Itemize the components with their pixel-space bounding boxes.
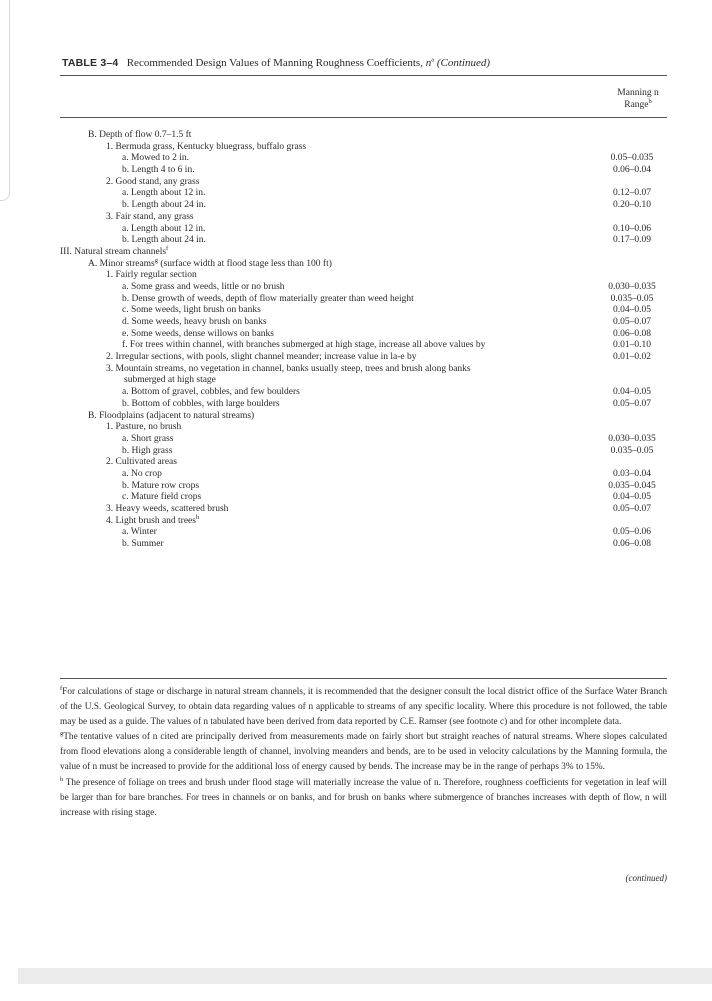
row-label: b. Length about 24 in. [122, 235, 206, 246]
footnote [60, 730, 667, 775]
table-row [60, 235, 667, 247]
header-sup: b [648, 97, 652, 105]
row-value: 0.06–0.08 [613, 328, 651, 339]
table-row [60, 352, 667, 364]
table-row [60, 244, 667, 259]
table-row [60, 411, 667, 423]
footnote [60, 685, 667, 730]
row-label: B. Floodplains (adjacent to natural streams) [88, 410, 255, 421]
table-title [62, 57, 490, 69]
row-label: 3. Mountain streams, no vegetation in channel, banks usually steep, trees and brush along banks [106, 363, 471, 374]
table-row [60, 305, 667, 317]
row-value: 0.01–0.10 [613, 340, 651, 351]
row-label: a. Some grass and weeds, little or no brush [122, 281, 285, 292]
table-row [60, 527, 667, 539]
row-label: b. High grass [122, 445, 173, 456]
table-row [60, 256, 667, 271]
table-row [60, 142, 667, 154]
row-label: b. Bottom of cobbles, with large boulders [122, 398, 280, 409]
bottom-rule [60, 678, 667, 679]
row-label: a. Length about 12 in. [122, 223, 206, 234]
row-label: a. Short grass [122, 433, 174, 444]
table-row [60, 329, 667, 341]
row-label: A. Minor streams$^g$ (surface width at flood stage less than 100 ft) [88, 256, 332, 269]
row-label: B. Depth of flow 0.7–1.5 ft [88, 130, 192, 140]
table-label: TABLE 3–4 [62, 57, 119, 69]
table-row [60, 165, 667, 177]
row-value: 0.06–0.04 [613, 165, 651, 176]
header-line2 [590, 99, 686, 111]
table-row [60, 282, 667, 294]
table-row [60, 364, 667, 376]
row-label: b. Length 4 to 6 in. [122, 165, 195, 176]
row-value: 0.17–0.09 [613, 235, 651, 246]
row-value: 0.06–0.08 [613, 539, 651, 550]
row-label: 4. Light brush and trees$^h$ [106, 513, 200, 526]
row-label: c. Mature field crops [122, 492, 202, 503]
row-value: 0.05–0.07 [613, 317, 651, 327]
footnote-mark: h [60, 775, 64, 783]
bottom-scroll-bar [18, 968, 712, 984]
footnote-text: For calculations of stage or discharge in natural stream channels, it is recommended that the designer consult the local district office of the Surface Water Branch of the U.S. Geological Survey, to obtain data regarding values of n applicable to streams of any specific locality. Where this procedure is not followed, the table may be used as a guide. The values of n tabulated have been derived from data reported by C.E. Ramser (see footnote c) and for other incomplete data. [60, 687, 667, 728]
row-value: 0.035–0.05 [610, 293, 654, 304]
row-value: 0.035–0.05 [610, 445, 654, 456]
column-header [590, 87, 686, 111]
row-label: f. For trees within channel, with branches submerged at high stage, increase all above values by [122, 340, 486, 351]
footnote-mark: g [60, 730, 64, 738]
row-value: 0.10–0.06 [613, 223, 651, 234]
table-body [60, 130, 667, 551]
table-row [60, 539, 667, 551]
row-value: 0.12–0.07 [613, 188, 651, 199]
row-label: b. Dense growth of weeds, depth of flow materially greater than weed height [122, 293, 414, 304]
row-label: 1. Bermuda grass, Kentucky bluegrass, buffalo grass [106, 141, 307, 152]
table-row [60, 457, 667, 469]
table-row [60, 188, 667, 200]
row-value: 0.03–0.04 [613, 468, 651, 479]
table-row [60, 153, 667, 165]
table-row [60, 492, 667, 504]
footnote-text: The presence of foliage on trees and brush under flood stage will materially increase the value of n. Therefore, roughness coefficients for vegetation in leaf will be larger than for bare branches. For trees in channels or on banks, and for brush on banks where submergence of branches increases with depth of flow, n will increase with rising stage. [60, 777, 667, 818]
table-row [60, 270, 667, 282]
row-label: a. Mowed to 2 in. [122, 153, 190, 164]
table-row [60, 513, 667, 528]
row-label: 1. Pasture, no brush [106, 422, 182, 433]
table-row [60, 177, 667, 189]
row-value: 0.04–0.05 [613, 305, 651, 316]
row-footnote-ref: g [154, 256, 159, 264]
footnote-mark: f [60, 684, 63, 692]
header-rule [60, 117, 667, 118]
footnote [60, 776, 667, 821]
page-edge [0, 0, 10, 201]
row-label: e. Some weeds, dense willows on banks [122, 328, 274, 339]
top-rule [60, 75, 667, 76]
row-label: submerged at high stage [124, 375, 216, 386]
row-value: 0.04–0.05 [613, 387, 651, 398]
table-row [60, 130, 667, 142]
table-row [60, 469, 667, 481]
table-row [60, 294, 667, 306]
title-continued: (Continued) [434, 57, 491, 69]
footnotes [60, 685, 667, 821]
row-label: 3. Heavy weeds, scattered brush [106, 504, 229, 514]
table-row [60, 224, 667, 236]
row-value: 0.01–0.02 [613, 352, 651, 363]
row-label: b. Length about 24 in. [122, 200, 206, 211]
continued-note: (continued) [625, 873, 667, 883]
row-value: 0.05–0.035 [610, 153, 654, 164]
table-row [60, 399, 667, 411]
row-value: 0.20–0.10 [613, 200, 651, 211]
row-value: 0.030–0.035 [608, 433, 656, 444]
row-label: 2. Cultivated areas [106, 457, 177, 468]
row-label: 2. Good stand, any grass [106, 176, 200, 187]
row-value: 0.05–0.07 [613, 504, 651, 514]
row-footnote-ref: f [166, 244, 169, 252]
table-title-text: Recommended Design Values of Manning Roughness Coefficients, [126, 57, 426, 69]
header-range: Range [624, 100, 649, 110]
row-value: 0.030–0.035 [608, 281, 656, 292]
row-label: 2. Irregular sections, with pools, slight channel meander; increase value in la-e by [106, 352, 417, 363]
header-line1: Manning n [617, 88, 659, 98]
row-label: a. No crop [122, 468, 162, 479]
row-label: 1. Fairly regular section [106, 270, 197, 281]
table-row [60, 504, 667, 516]
row-label: III. Natural stream channels$^f$ [60, 244, 169, 257]
table-row [60, 481, 667, 493]
table-row [60, 446, 667, 458]
row-label: b. Mature row crops [122, 480, 200, 491]
title-n: n [425, 57, 432, 69]
row-label: d. Some weeds, heavy brush on banks [122, 317, 267, 327]
table-row [60, 212, 667, 224]
row-value: 0.04–0.05 [613, 492, 651, 503]
table-row [60, 434, 667, 446]
row-label: a. Bottom of gravel, cobbles, and few boulders [122, 387, 300, 398]
table-row [60, 200, 667, 212]
row-value: 0.05–0.06 [613, 527, 651, 538]
row-label: b. Summer [122, 539, 164, 550]
row-label: c. Some weeds, light brush on banks [122, 305, 261, 316]
row-value: 0.035–0.045 [608, 480, 656, 491]
table-row [60, 375, 667, 387]
row-label: 3. Fair stand, any grass [106, 211, 194, 222]
row-footnote-ref: h [195, 513, 200, 521]
footnote-text: The tentative values of n cited are principally derived from measurements made on fairly short but straight reaches of natural streams. Where slopes calculated from flood elevations along a considerable length of channel, involving meanders and bends, are to be used in velocity calculations by the Manning formula, the value of n must be increased to provide for the additional loss of energy caused by bends. The increase may be in the range of perhaps 3% to 15%. [60, 732, 667, 773]
row-label-cont: (surface width at flood stage less than 100 ft) [158, 258, 332, 269]
table-row [60, 317, 667, 329]
title-sup: a [431, 56, 435, 64]
table-row [60, 340, 667, 352]
row-label: a. Winter [122, 527, 157, 538]
table-row [60, 387, 667, 399]
row-label: a. Length about 12 in. [122, 188, 206, 199]
row-value: 0.05–0.07 [613, 398, 651, 409]
table-row [60, 422, 667, 434]
